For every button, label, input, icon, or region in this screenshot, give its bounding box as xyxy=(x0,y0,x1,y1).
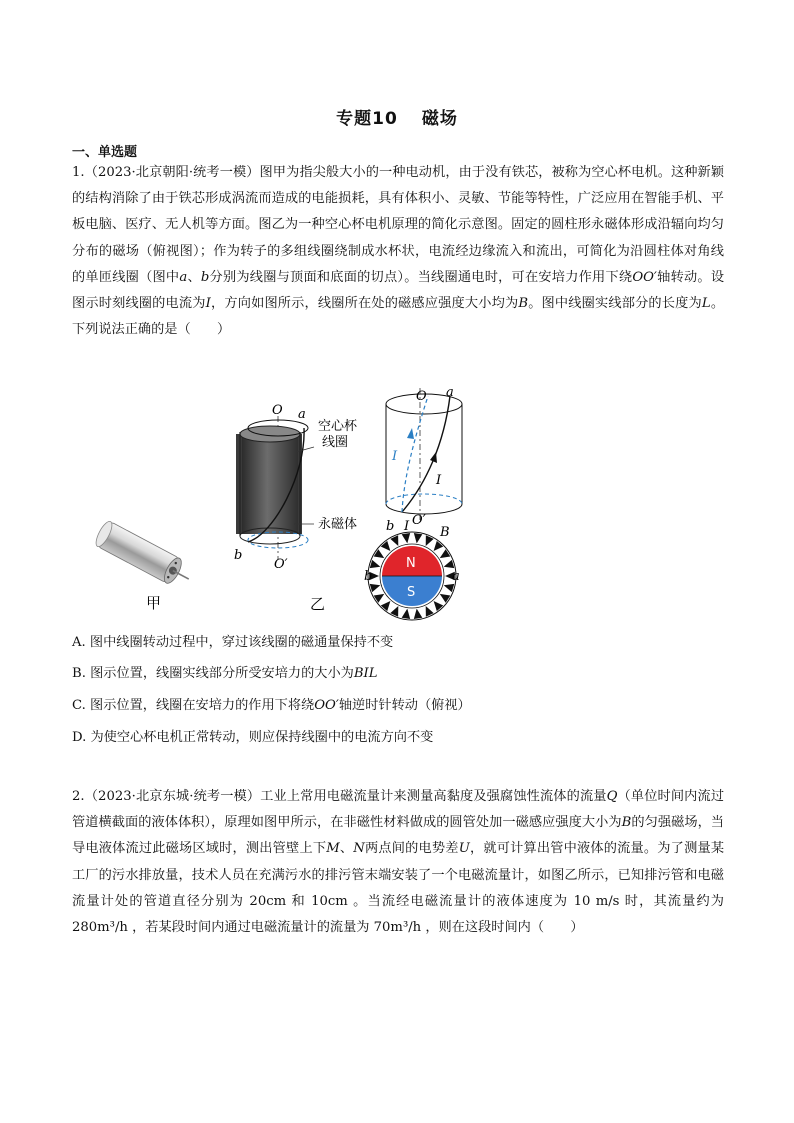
question-2-stem xyxy=(72,784,724,941)
title-topic-name: 磁场 xyxy=(421,109,458,129)
stem-text: 工业上常用电磁流量计来测量高黏度及强腐蚀性流体的流量 xyxy=(260,789,607,804)
label-cup-coil-2: 线圈 xyxy=(322,435,349,450)
question-source: （2023·北京东城·统考一模） xyxy=(84,789,261,804)
stem-text: 图甲为指尖般大小的一种电动机，由于没有铁芯，被称为空心杯电机。这种新颖的结构消除了由于铁芯形成涡流而造成的电能损耗，具有体积小、灵敏、节能等特性，广泛应用在智能手机、平板电脑、医疗、无人机等方面。图乙为一种空心杯电机原理的简化示意图。固定的圆柱形永磁体形成沿辐向均匀分布的磁场（俯视图）；作为转子的多组线圈绕制成水杯状，电流经边缘流入和流出，可简化为沿圆柱体对角线的单匝线圈（图中 xyxy=(72,165,724,285)
question-1-figure xyxy=(84,384,484,624)
motor-illustration xyxy=(93,519,195,591)
option-letter: A. xyxy=(72,635,86,650)
stem-text: 、 xyxy=(187,269,201,285)
option-letter: D. xyxy=(72,730,87,745)
stem-text: 、 xyxy=(339,841,354,857)
option-c xyxy=(72,696,471,716)
question-number: 1. xyxy=(72,165,85,180)
option-letter: B. xyxy=(72,666,86,681)
label-yi: 乙 xyxy=(310,595,326,613)
var-i: I xyxy=(205,296,211,312)
option-text: 图中线圈转动过程中，穿过该线圈的磁通量保持不变 xyxy=(89,635,394,650)
stem-text: ，方向如图所示，线圈所在处的磁感应强度大小均为 xyxy=(210,296,519,312)
label-a-3: a xyxy=(452,569,460,584)
label-jia: 甲 xyxy=(146,594,162,612)
stem-text: 的匀强磁场，当导电液体流过此磁场区域时，测出管壁上下 xyxy=(72,815,724,857)
var-u: U xyxy=(458,841,470,857)
page-title xyxy=(0,104,794,129)
var-b-field: B xyxy=(518,296,529,312)
label-o-prime-2: O′ xyxy=(412,513,426,528)
stem-text: 。下列说法正确的是（ ） xyxy=(72,296,725,338)
label-a: a xyxy=(298,407,306,422)
option-b xyxy=(72,664,378,684)
var-a: a xyxy=(179,269,188,285)
section-heading: 一、单选题 xyxy=(72,145,138,160)
label-cup-coil-1: 空心杯 xyxy=(318,419,358,434)
label-n: N xyxy=(406,556,416,571)
option-text: 为使空心杯电机正常转动，则应保持线圈中的电流方向不变 xyxy=(90,730,434,745)
var-n: N xyxy=(353,841,365,857)
axis-oo: OO′ xyxy=(314,698,339,713)
question-number: 2. xyxy=(72,789,85,804)
title-topic-number: 专题10 xyxy=(336,109,398,129)
label-b-2: b xyxy=(386,519,395,534)
label-i-left: I xyxy=(392,449,398,464)
axis-oo: OO′ xyxy=(632,269,657,285)
var-b: b xyxy=(200,269,210,285)
label-s: S xyxy=(407,585,416,600)
label-b: b xyxy=(234,548,243,563)
option-text: 图示位置，线圈在安培力的作用下将绕 xyxy=(90,698,315,713)
cup-motor-diagram xyxy=(236,416,314,559)
label-magnet: 永磁体 xyxy=(318,517,358,532)
stem-text: 分别为线圈与顶面和底面的切点）。当线圈通电时，可在安培力作用下绕 xyxy=(209,269,633,285)
label-o-prime: O′ xyxy=(274,557,288,572)
coil-cylinder-diagram xyxy=(386,388,462,522)
var-b-field: B xyxy=(621,815,632,831)
var-l: L xyxy=(701,296,711,312)
option-a xyxy=(72,633,393,653)
label-b-field: B xyxy=(440,525,450,540)
label-b-3: b xyxy=(364,569,373,584)
option-formula: BIL xyxy=(353,666,378,681)
option-letter: C. xyxy=(72,698,86,713)
magnet-top-view xyxy=(368,532,456,620)
label-o-top: O xyxy=(272,403,283,418)
stem-text: （单位时间内流过管道横截面的液体体积），原理如图甲所示，在非磁性材料做成的圆管处加一磁感应强度大小为 xyxy=(72,789,725,831)
label-i-right: I xyxy=(436,473,442,488)
option-d xyxy=(72,728,433,748)
var-m: M xyxy=(326,841,340,857)
question-source: （2023·北京朝阳·统考一模） xyxy=(84,165,260,180)
label-i-top: I xyxy=(404,519,410,534)
label-a-2: a xyxy=(446,385,454,400)
label-o-top-2: O xyxy=(416,389,427,404)
stem-text: 轴转动。设图示时刻线圈的电流为 xyxy=(72,269,725,312)
option-text: 图示位置，线圈实线部分所受安培力的大小为 xyxy=(90,666,354,681)
stem-text: ，就可计算出管中液体的流量。为了测量某工厂的污水排放量，技术人员在充满污水的排污管末端安装了一个电磁流量计，如图乙所示，已知排污管和电磁流量计处的管道直径分别为 20cm 和 10cm 。当流经电磁流量计的液体速度为 10 m/s 时，其流量约为 280m³/h ，若某段时间内通过电磁流量计的流量为 70m³/h ，则在这段时间内（ ） xyxy=(72,841,725,936)
stem-text: 。图中线圈实线部分的长度为 xyxy=(528,296,702,312)
stem-text: 两点间的电势差 xyxy=(364,841,459,857)
option-text: 轴逆时针转动（俯视） xyxy=(338,698,471,713)
var-q: Q xyxy=(606,789,618,804)
question-1-stem xyxy=(72,160,724,343)
